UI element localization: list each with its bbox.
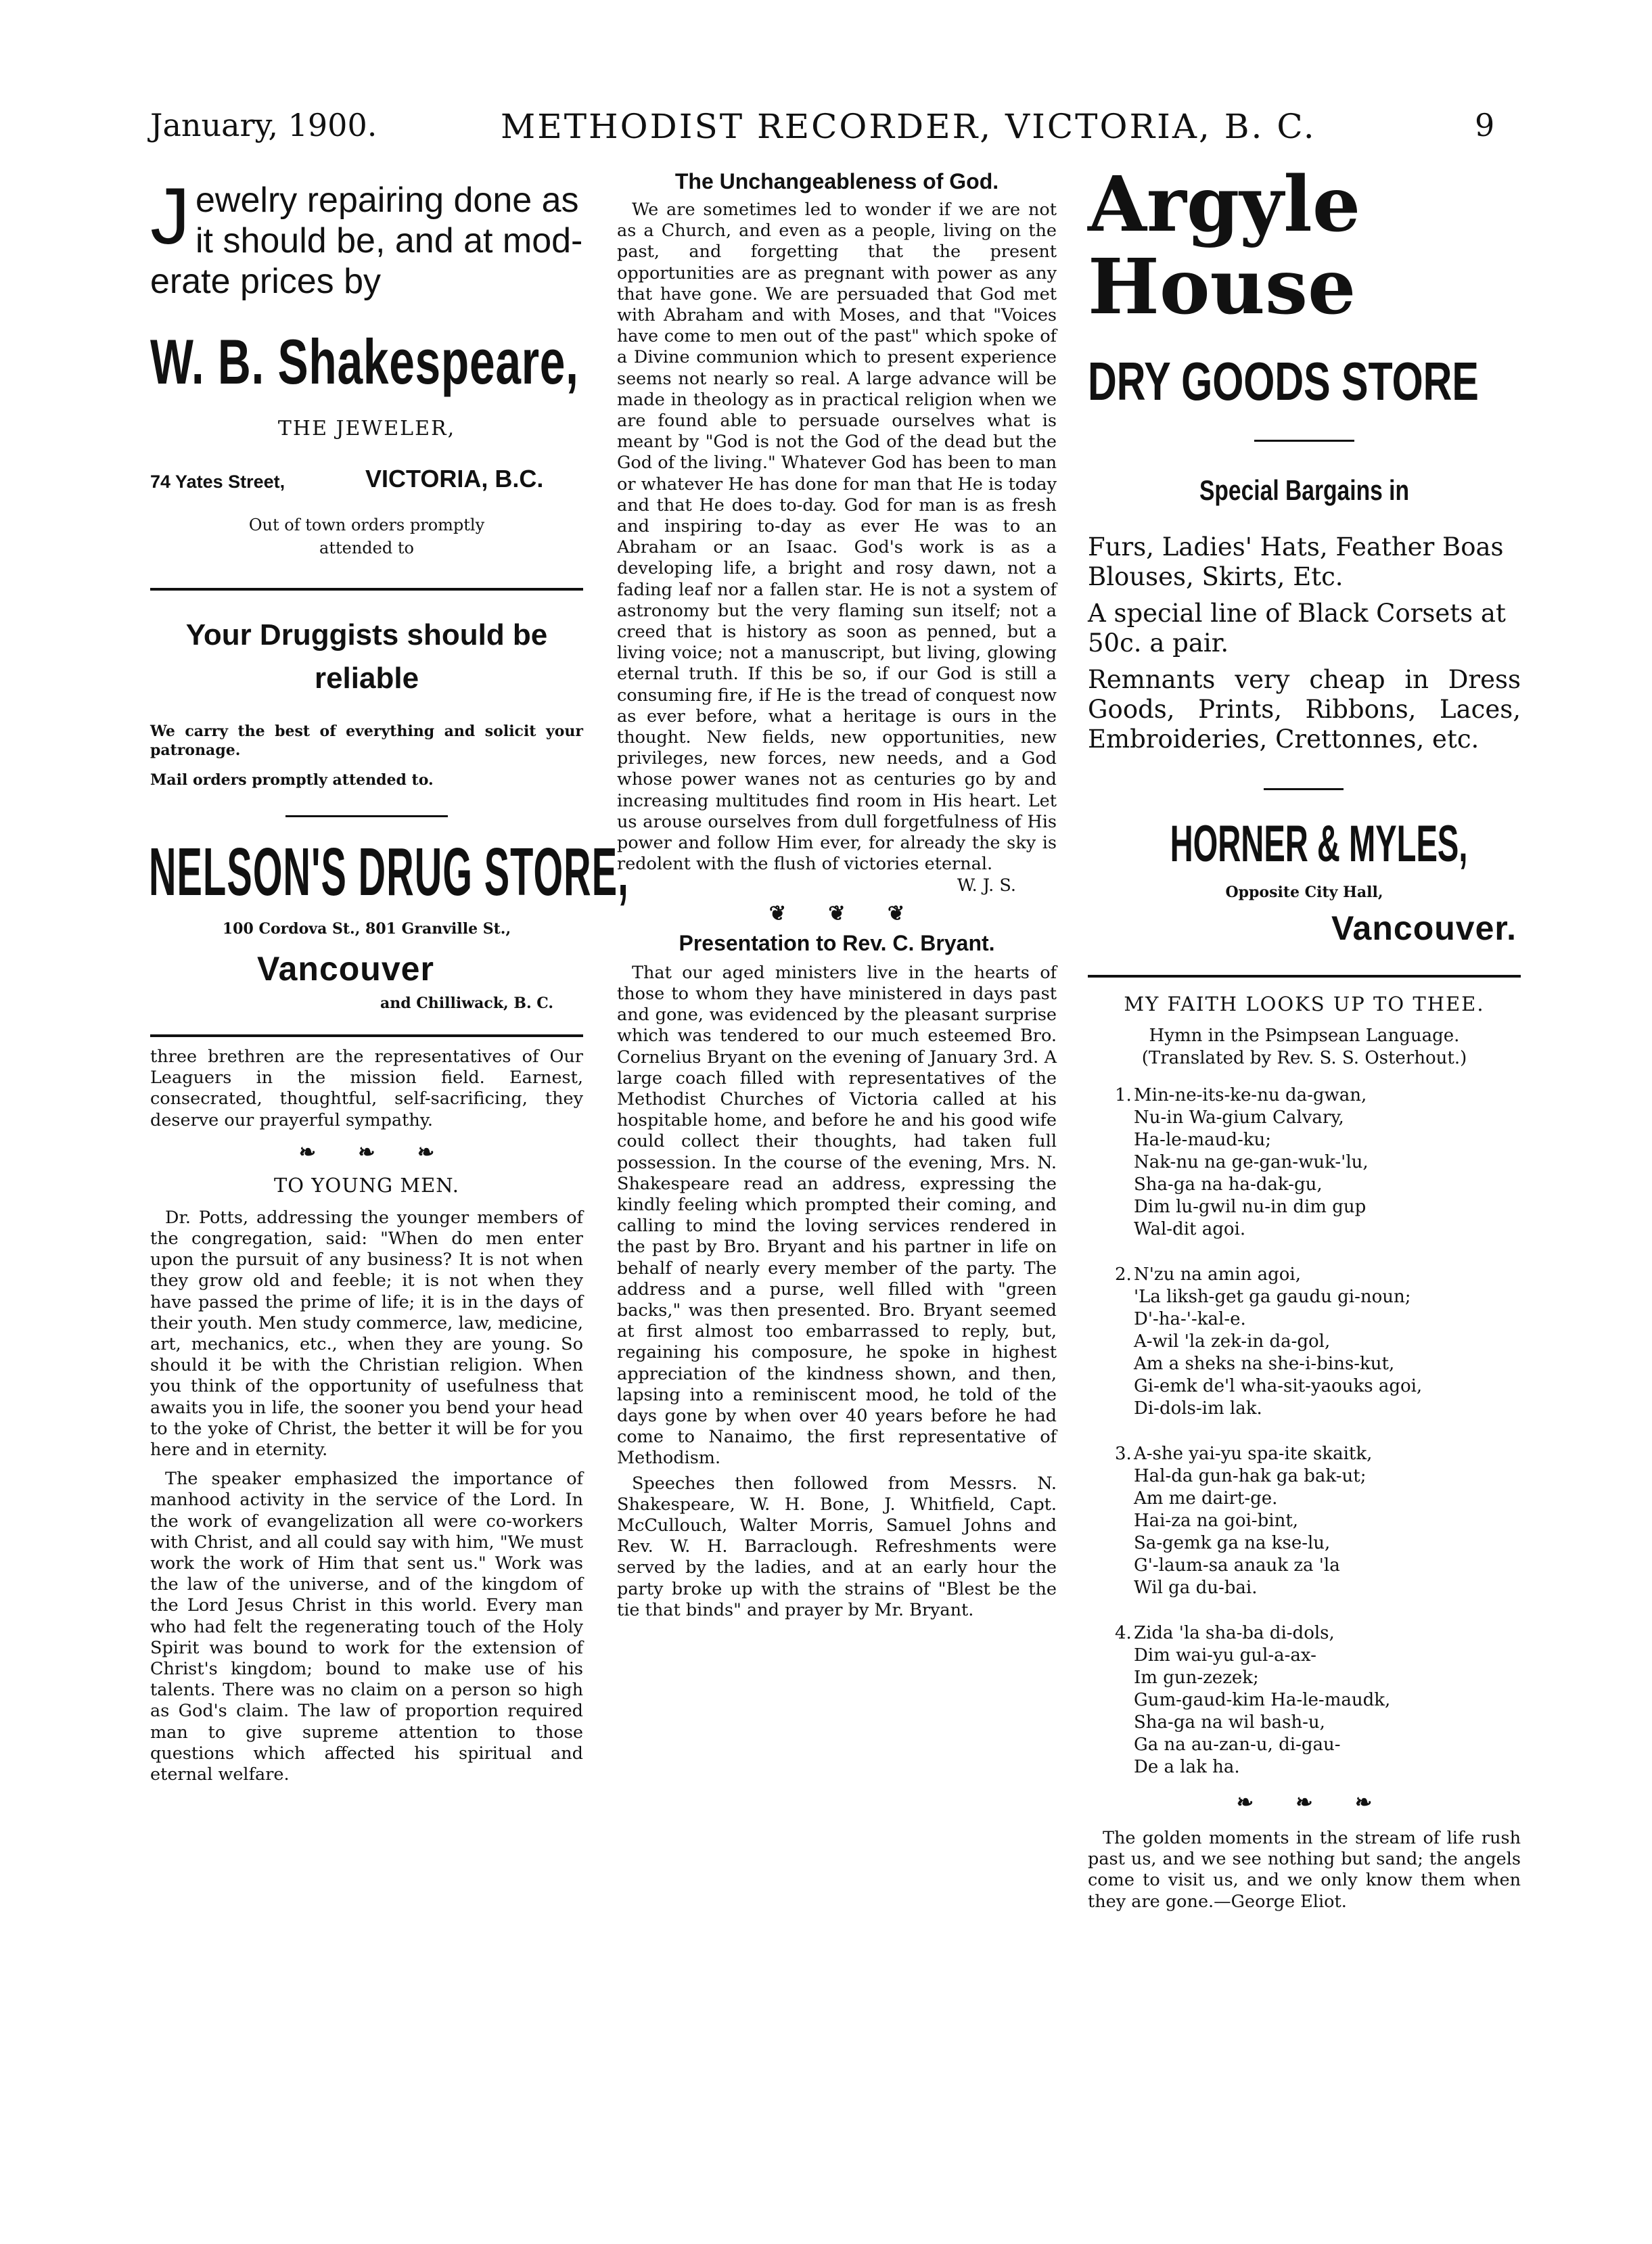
hymn-verse-2 — [1088, 1264, 1521, 1420]
verse-line: Di-dols-im lak. — [1134, 1398, 1262, 1419]
verse-line: A-she yai-yu spa-ite skaitk, — [1134, 1444, 1373, 1464]
verse-line: Sha-ga na ha-dak-gu, — [1134, 1174, 1323, 1195]
ornament: ❧ ❧ ❧ — [1236, 1791, 1390, 1814]
bargain-item-1: Furs, Ladies' Hats, Feather Boas Blouses, Skirts, Etc. — [1088, 532, 1504, 591]
jeweler-address — [150, 465, 583, 499]
verse-line: Gi-emk de'l wha-sit-yaouks agoi, — [1134, 1376, 1423, 1396]
hymn-verse-4 — [1088, 1622, 1521, 1779]
leaguers-paragraph: three brethren are the representatives of Our Leaguers in the mission field. Earnest, consecrated, thoughtful, self-sacrificing, they deserve our prayerful sympathy. — [150, 1047, 583, 1130]
store-city: Vancouver. — [1331, 909, 1517, 947]
divider — [150, 588, 583, 591]
druggist-heading-line-2: reliable — [314, 662, 419, 695]
druggist-text: We carry the best of everything and solicit your patronage. — [150, 723, 583, 759]
unchangeable-signature: W. J. S. — [957, 875, 1016, 896]
hymn-verse-1 — [1088, 1084, 1521, 1241]
jeweler-city: VICTORIA, B.C. — [365, 465, 544, 493]
ornament: ❦ ❦ ❦ — [768, 901, 923, 925]
verse-line: Nak-nu na ge-gan-wuk-'lu, — [1134, 1152, 1369, 1172]
verse-line: Hal-da gun-hak ga bak-ut; — [1134, 1466, 1367, 1486]
jeweler-street: 74 Yates Street, — [150, 472, 285, 492]
verse-line: Ha-le-maud-ku; — [1134, 1130, 1272, 1150]
verse-line: Dim wai-yu gul-a-ax- — [1134, 1645, 1316, 1666]
bargain-item-3: Remnants very cheap in Dress Goods, Prints, Ribbons, Laces, Embroideries, Crettonnes, etc. — [1088, 665, 1521, 754]
header-title: METHODIST RECORDER, VICTORIA, B. C. — [501, 107, 1316, 146]
young-men-heading: TO YOUNG MEN. — [273, 1173, 460, 1197]
out-of-town-note — [150, 513, 583, 559]
short-divider — [285, 815, 448, 817]
hymn-subtitle-2: (Translated by Rev. S. S. Osterhout.) — [1141, 1048, 1467, 1068]
out-of-town-line-1: Out of town orders promptly — [248, 516, 485, 534]
ornament: ❧ ❧ ❧ — [298, 1140, 453, 1164]
hymn-title: MY FAITH LOOKS UP TO THEE. — [1124, 992, 1485, 1015]
right-column — [1088, 160, 1521, 1913]
unchangeable-body: We are sometimes led to wonder if we are not as a Church, and even as a people, living on the past, and forgetting that the present opportunities are as pregnant with power as any that have gone. We are persuaded that God met with Abraham and with Moses, and that "Voices have come to men out of the past" which spoke of a Divine communion which to present experience seems not nearly so real. A large advance will be made in theology as in practical religion when we are found able to persuade ourselves what is meant by "God is not the God of the dead but the God of the living." Whatever God has been to man or whatever He has done for man that He is today and that He does to-day. God for man is as fresh and inspiring to-day as ever He was to an Abraham or an Isaac. God's work is as a developing life, a bright and rosy dawn, not a fading leaf nor a fallen star. He is not a system of astronomy but the very flaming sun itself; not a creed that is history as soon as penned, but a living voice; not a manuscript, but living, glowing eternal truth. If this be so, if our God is still a consuming fire, if He is the tread of conquest now as ever before, what a heritage is ours in the thought. New fields, new opportunities, new privileges, new forces, new needs, and a God whose power wanes not as centuries go by and increasing multitudes find room in His heart. Let us arouse ourselves from dull forgetfulness of His power and follow Him ever, for already the sky is redolent with the flush of victories eternal. — [617, 200, 1057, 875]
druggist-mail-orders: Mail orders promptly attended to. — [150, 771, 434, 789]
middle-column — [617, 169, 1057, 1621]
hymn — [1088, 992, 1521, 1779]
bargain-item-2: A special line of Black Corsets at 50c. a pair. — [1088, 599, 1506, 658]
header-date: January, 1900. — [150, 107, 377, 143]
jewelry-line-2: it should be, and at mod- — [196, 221, 583, 260]
verse-line: Nu-in Wa-gium Calvary, — [1134, 1107, 1344, 1128]
presentation-para-2: Speeches then followed from Messrs. N. Shakespeare, W. H. Bone, J. Whitfield, Capt. McCullouch, Walter Morris, Samuel Johns and Rev. W. H. Barraclough. Refreshments were served by the ladies, and at an early hour the party broke up with the strains of "Blest be the tie that binds" and prayer by Mr. Bryant. — [617, 1473, 1057, 1620]
verse-line: Am a sheks na she-i-bins-kut, — [1134, 1354, 1395, 1374]
verse-line: Zida 'la sha-ba di-dols, — [1134, 1623, 1335, 1643]
golden-moments-quote: The golden moments in the stream of life rush past us, and we see nothing but sand; the angels come to visit us, and we only know them when they are gone.—George Eliot. — [1088, 1828, 1521, 1912]
verse-line: Dim lu-gwil nu-in dim gup — [1134, 1197, 1367, 1217]
drug-store-also: and Chilliwack, B. C. — [380, 994, 554, 1012]
verse-line: Wil ga du-bai. — [1134, 1578, 1258, 1598]
dry-goods-heading: DRY GOODS STORE — [1088, 351, 1479, 411]
unchangeable-heading: The Unchangeableness of God. — [674, 169, 999, 193]
verse-line: Gum-gaud-kim Ha-le-maudk, — [1134, 1690, 1391, 1710]
druggist-heading — [150, 614, 583, 700]
presentation-para-1: That our aged ministers live in the hearts of those to whom they have ministered in days past and gone, was evidenced by the pleasant surprise which was tendered to our much esteemed Bro. Cornelius Bryant on the evening of January 3rd. A large coach filled with representatives of the Methodist Churches of Victoria called at his hospitable home, and before he and his good wife could collect their thoughts, had taken full possession. In the course of the evening, Mrs. N. Shakespeare read an address, expressing the kindly feeling which prompted their coming, and calling to mind the loving services rendered in the past by Bro. Bryant and his partner in life on behalf of nearly every member of the party. The address and a purse, well filled with "green backs," was then presented. Bro. Bryant seemed at first almost too embarrassed to reply, but, regaining his composure, he spoke in highest appreciation of the kindness shown, and then, lapsing into a reminiscent mood, he told of the days gone by when over 40 years before he had come to Nanaimo, the first representative of Methodism. — [617, 962, 1057, 1469]
short-divider — [1264, 788, 1344, 790]
verse-line: D'-ha-'-kal-e. — [1134, 1309, 1246, 1329]
young-men-para-1: Dr. Potts, addressing the younger members of the congregation, said: "When do men enter upon the pursuit of any business? It is not when they grow old and feeble; it is not when they have passed the prime of life; it is in the days of their youth. Men study commerce, law, medicine, art, mechanics, etc., when they are young. So should it be with the Christian religion. When you think of the opportunity of usefulness that awaits you in life, the sooner you bend your head to the yoke of Christ, the better it will be for you here and in eternity. — [150, 1207, 583, 1461]
jeweler-title: THE JEWELER, — [277, 417, 456, 440]
hymn-verse-3 — [1088, 1443, 1521, 1599]
argyle-ad — [1088, 160, 1521, 948]
verse-number: 2. — [1115, 1264, 1132, 1285]
jeweler-name: W. B. Shakespeare, — [150, 326, 579, 397]
page-number: 9 — [1475, 107, 1495, 143]
druggist-heading-line-1: Your Druggists should be — [185, 618, 548, 651]
divider — [150, 1034, 583, 1037]
verse-line: 'La liksh-get ga gaudu gi-noun; — [1134, 1287, 1411, 1307]
jewelry-ad — [150, 169, 583, 559]
verse-line: Hai-za na goi-bint, — [1134, 1511, 1299, 1531]
store-name: HORNER & MYLES, — [1170, 815, 1468, 873]
verse-number: 3. — [1115, 1444, 1132, 1464]
verse-line: A-wil 'la zek-in da-gol, — [1134, 1331, 1331, 1352]
verse-line: Sha-ga na wil bash-u, — [1134, 1712, 1325, 1733]
verse-line: Wal-dit agoi. — [1134, 1219, 1246, 1239]
verse-line: G'-laum-sa anauk za 'la — [1134, 1555, 1340, 1576]
left-column — [149, 169, 629, 1785]
presentation-heading: Presentation to Rev. C. Bryant. — [679, 930, 995, 955]
verse-line: Min-ne-its-ke-nu da-gwan, — [1134, 1085, 1367, 1105]
argyle-name-line-1: Argyle — [1088, 160, 1361, 249]
verse-number: 1. — [1115, 1085, 1132, 1105]
out-of-town-line-2: attended to — [319, 539, 414, 557]
verse-line: N'zu na amin agoi, — [1134, 1264, 1301, 1285]
jewelry-line-1: ewelry repairing done as — [196, 181, 579, 220]
short-divider — [1254, 440, 1354, 442]
verse-number: 4. — [1115, 1623, 1132, 1643]
hymn-subtitle-1: Hymn in the Psimpsean Language. — [1149, 1026, 1460, 1046]
drug-store-city: Vancouver — [257, 950, 434, 988]
verse-line: Im gun-zezek; — [1134, 1668, 1259, 1688]
drug-store-address: 100 Cordova St., 801 Granville St., — [222, 920, 511, 938]
jewelry-intro — [150, 169, 583, 302]
drug-store-name: NELSON'S DRUG STORE, — [149, 834, 629, 910]
verse-line: Sa-gemk ga na kse-lu, — [1134, 1533, 1331, 1553]
argyle-name-line-2: House — [1088, 243, 1356, 331]
verse-line: Am me dairt-ge. — [1134, 1488, 1278, 1509]
divider — [1088, 975, 1521, 978]
drop-cap: J — [150, 172, 190, 261]
druggist-ad — [149, 614, 629, 1013]
verse-line: De a lak ha. — [1134, 1757, 1240, 1777]
jewelry-line-3: erate prices by — [150, 262, 382, 301]
store-location: Opposite City Hall, — [1225, 884, 1383, 901]
bargains-heading: Special Bargains in — [1199, 474, 1409, 506]
verse-line: Ga na au-zan-u, di-gau- — [1134, 1735, 1341, 1755]
young-men-para-2: The speaker emphasized the importance of manhood activity in the service of the Lord. In the work of evangelization all were co-workers with Christ, and all could say with him, "We must work the work of Him that sent us." Work was the law of the universe, and of the kingdom of the Lord Jesus Christ in this world. Every man who had felt the regenerating touch of the Holy Spirit was bound to work for the extension of Christ's kingdom; bound to make use of his talents. There was no claim on a person so high as God's claim. The law of proportion required man to give supreme attention to those questions which affected his spiritual and eternal welfare. — [150, 1469, 583, 1785]
